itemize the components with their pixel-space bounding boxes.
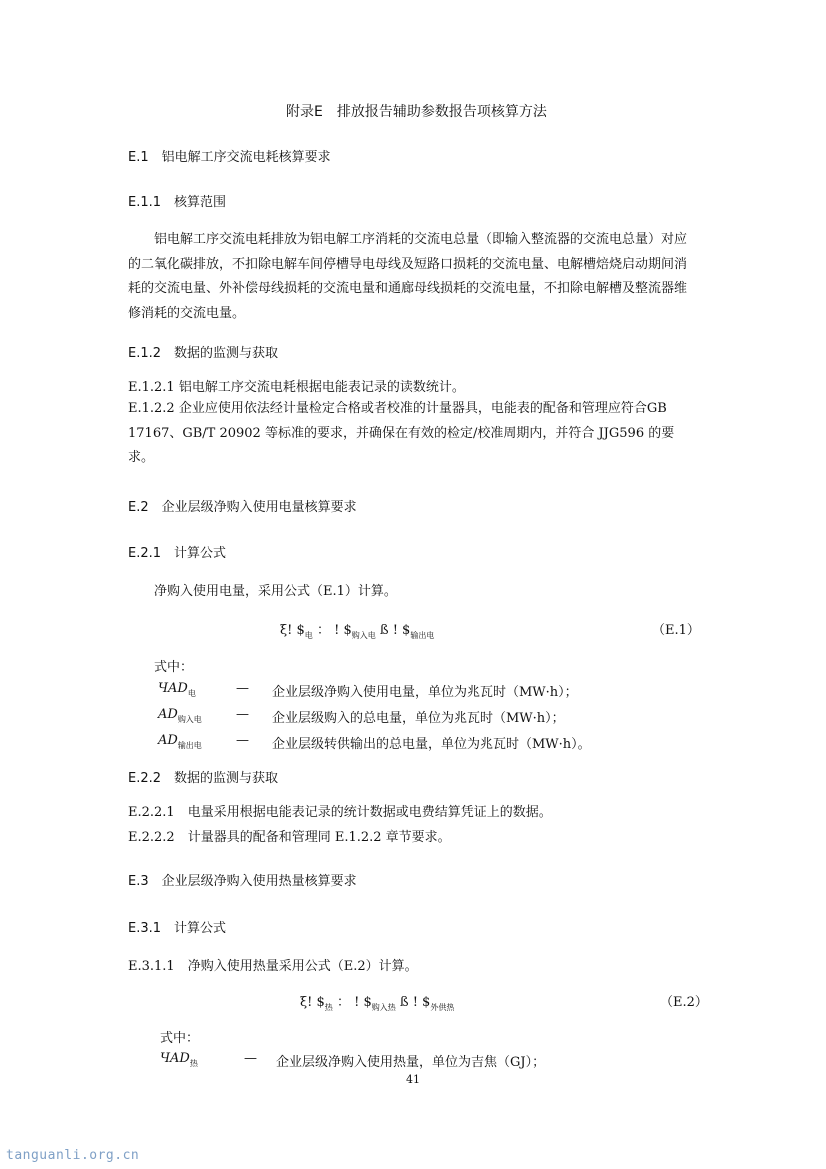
watermark: tanguanli.org.cn: [6, 1148, 140, 1163]
definition-dash: —: [236, 681, 249, 696]
page-title: 附录E 排放报告辅助参数报告项核算方法: [286, 104, 547, 120]
paragraph-e11: 铝电解工序交流电耗排放为铝电解工序消耗的交流电总量（即输入整流器的交流电总量）对应的二氧化碳排放，不扣除电解车间停槽导电母线及短路口损耗的交流电量、电解槽焙烧启动期间消耗的交流电量、外补偿母线损耗的交流电量和通廊母线损耗的交流电量，不扣除电解槽及整流器维修消耗的交流电量。: [128, 232, 688, 321]
section-heading-e22: E.2.2 数据的监测与获取: [128, 771, 279, 786]
section-heading-e1: E.1 铝电解工序交流电耗核算要求: [128, 150, 331, 165]
where-label: 式中：: [154, 660, 194, 675]
definition-text: 企业层级净购入使用热量，单位为吉焦（GJ）；: [276, 1055, 546, 1070]
section-heading-e12: E.1.2 数据的监测与获取: [128, 346, 279, 361]
definition-text: 企业层级净购入使用电量，单位为兆瓦时（MW·h）；: [272, 685, 578, 700]
definition-dash: —: [236, 733, 249, 748]
section-heading-e3: E.3 企业层级净购入使用热量核算要求: [128, 874, 357, 889]
definition-row: $AD_{输出电}$: [158, 733, 202, 750]
section-heading-e2: E.2 企业层级净购入使用电量核算要求: [128, 500, 357, 515]
definition-row: $AD_{购入电}$: [158, 707, 202, 724]
definition-dash: —: [236, 707, 249, 722]
clause-e122: E.1.2.2 企业应使用依法经计量检定合格或者校准的计量器具，电能表的配备和管理应符合GB 17167、GB/T 20902 等标准的要求，并确保在有效的检定/校准周期内，并符合 JJG596 的要求。: [128, 401, 675, 465]
clause-e121: E.1.2.1 铝电解工序交流电耗根据电能表记录的读数统计。: [128, 380, 465, 395]
section-heading-e21: E.2.1 计算公式: [128, 546, 227, 561]
section-heading-e11: E.1.1 核算范围: [128, 195, 227, 210]
formula-number-e2: （E.2）: [660, 995, 708, 1010]
page-number: 41: [406, 1073, 420, 1086]
clause-e222: E.2.2.2 计量器具的配备和管理同 E.1.2.2 章节要求。: [128, 830, 451, 845]
formula-e1: ξ! $\$_电$ ： ! $\$_{购入电}$ ß ! $\$_{输出电}$: [280, 623, 435, 640]
formula-intro-e1: 净购入使用电量，采用公式（E.1）计算。: [154, 584, 397, 599]
where-label: 式中：: [160, 1031, 200, 1046]
clause-e311: E.3.1.1 净购入使用热量采用公式（E.2）计算。: [128, 959, 418, 974]
section-heading-e31: E.3.1 计算公式: [128, 921, 227, 936]
formula-number-e1: （E.1）: [652, 623, 700, 638]
clause-e221: E.2.2.1 电量采用根据电能表记录的统计数据或电费结算凭证上的数据。: [128, 805, 552, 820]
formula-e2: ξ! $\$_热$ ： ! $\$_{购入热}$ ß ! $\$_{外供热}$: [300, 995, 455, 1012]
definition-text: 企业层级转供输出的总电量，单位为兆瓦时（MW·h）。: [272, 737, 591, 752]
definition-dash: —: [244, 1051, 257, 1066]
definition-row: $ЧAD_热$: [160, 1051, 198, 1068]
definition-row: $ЧAD_电$: [158, 681, 196, 698]
definition-text: 企业层级购入的总电量，单位为兆瓦时（MW·h）；: [272, 711, 565, 726]
